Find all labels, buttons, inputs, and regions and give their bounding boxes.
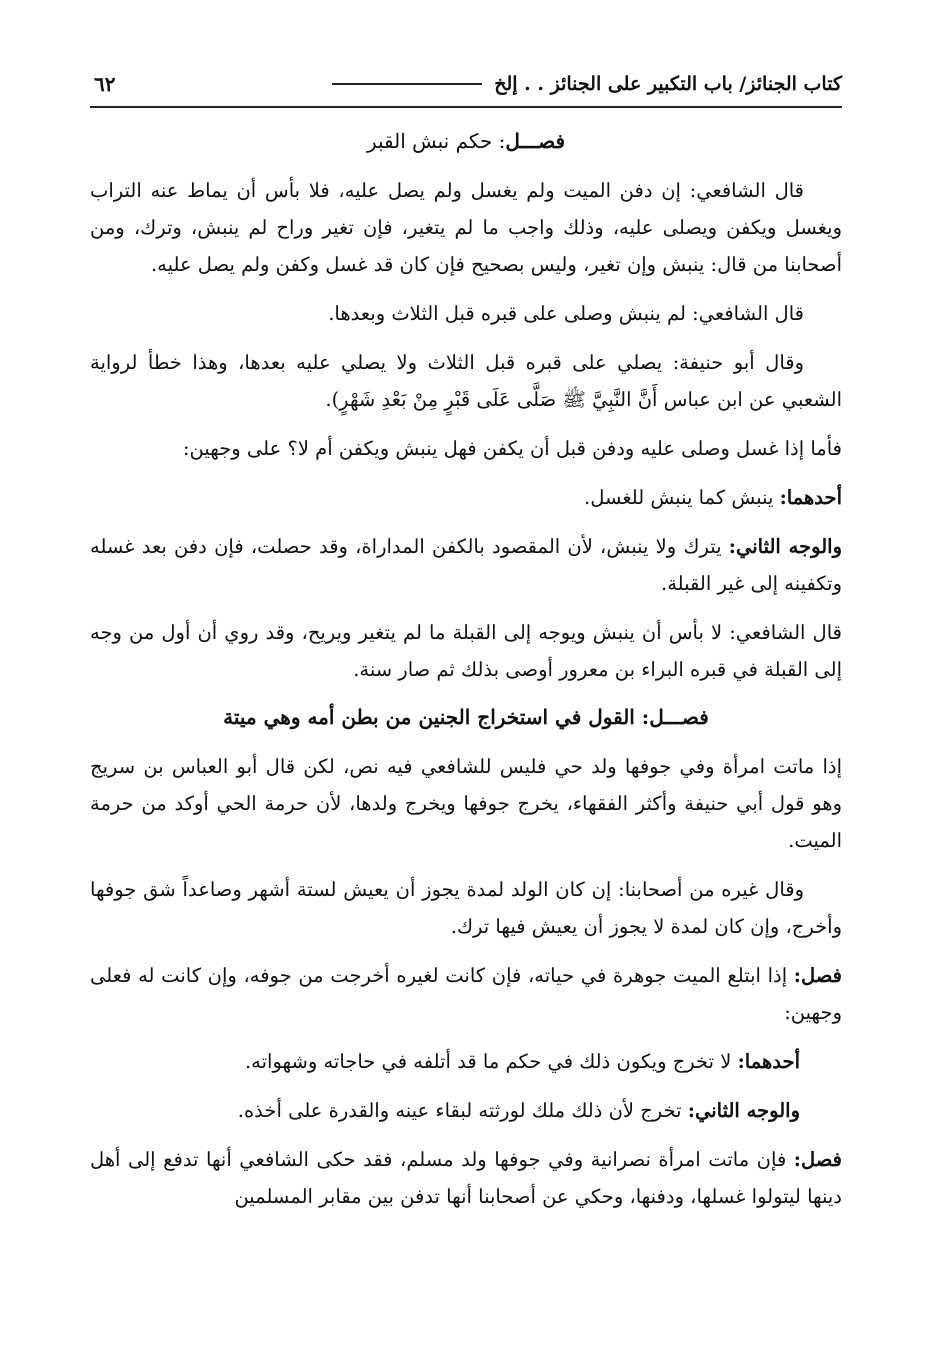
paragraph: وقال أبو حنيفة: يصلي على قبره قبل الثلاث ولا يصلي عليه بعدها، وهذا خطأ لرواية الشعبي عن ابن عباس أَنَّ النَّبِيَّ ﷺ صَلَّى عَلَى قَبْرٍ مِنْ بَعْدِ شَهْرٍ). xyxy=(90,351,842,411)
option-paragraph xyxy=(90,1092,842,1129)
section-label: فصـــل xyxy=(505,129,566,153)
paragraph xyxy=(90,1141,842,1215)
paragraph: قال الشافعي: إن دفن الميت ولم يغسل ولم يصل عليه، فلا بأس أن يماط عنه التراب ويغسل ويكفن ويصلى عليه، وذلك واجب ما لم يتغير، فإن تغير وراح لم ينبش، وترك، ومن أصحابنا من قال: ينبش وإن تغير، وليس بصحيح فإن كان قد غسل وكفن ولم يصل عليه. xyxy=(90,179,842,276)
running-header xyxy=(90,62,842,108)
option-lead: والوجه الثاني: xyxy=(728,535,842,558)
header-rule xyxy=(332,83,482,85)
fasl-lead: فصل: xyxy=(793,1148,842,1171)
option-paragraph xyxy=(90,479,842,516)
option-text: يترك ولا ينبش، لأن المقصود بالكفن المداراة، وقد حصلت، فإن دفن بعد غسله وتكفينه إلى غير القبلة. xyxy=(90,535,842,595)
option-text: تخرج لأن ذلك ملك لورثته لبقاء عينه والقدرة على أخذه. xyxy=(237,1099,688,1122)
paragraph xyxy=(90,957,842,1031)
option-text: لا تخرج ويكون ذلك في حكم ما قد أتلفه في حاجاته وشهواته. xyxy=(244,1050,738,1073)
paragraph xyxy=(90,614,842,688)
section-label: فصـــل xyxy=(649,705,709,729)
option-text: ينبش كما ينبش للغسل. xyxy=(584,486,780,509)
book-title: كتاب الجنائز/ باب التكبير على الجنائز . . إلخ xyxy=(494,73,842,95)
paragraph-text: فأما إذا غسل وصلى عليه ودفن قبل أن يكفن فهل ينبش ويكفن أم لا؟ على وجهين: xyxy=(182,437,842,460)
page-number: ٦٢ xyxy=(94,72,116,96)
book-page xyxy=(90,62,842,1227)
fasl-lead: فصل: xyxy=(793,964,842,987)
option-paragraph xyxy=(90,1043,842,1080)
section-title-exhumation xyxy=(90,124,842,158)
section-title-text: : القول في استخراج الجنين من بطن أمه وهي ميتة xyxy=(223,705,650,729)
option-lead: أحدهما: xyxy=(779,486,842,509)
section-title-fetus xyxy=(90,700,842,734)
paragraph xyxy=(90,430,842,467)
paragraph: إذا ماتت امرأة وفي جوفها ولد حي فليس للشافعي فيه نص، لكن قال أبو العباس بن سريج وهو قول أبي حنيفة وأكثر الفقهاء، يخرج جوفها ويخرج ولدها، لأن حرمة الحي أوكد من حرمة الميت. xyxy=(90,755,842,852)
option-lead: أحدهما: xyxy=(737,1050,800,1073)
paragraph-text: قال الشافعي: لا بأس أن ينبش ويوجه إلى القبلة ما لم يتغير ويريح، وقد روي أن أول من وجه إلى القبلة في قبره البراء بن معرور أوصى بذلك ثم صار سنة. xyxy=(90,621,842,681)
option-lead: والوجه الثاني: xyxy=(687,1099,800,1122)
paragraph-text: فإن ماتت امرأة نصرانية وفي جوفها ولد مسلم، فقد حكى الشافعي أنها تدفع إلى أهل دينها ليتولوا غسلها، ودفنها، وحكي عن أصحابنا أنها تدفن بين مقابر المسلمين xyxy=(90,1148,842,1208)
section-title-text: : حكم نبش القبر xyxy=(366,129,506,153)
paragraph: وقال غيره من أصحابنا: إن كان الولد لمدة يجوز أن يعيش لستة أشهر وصاعداً شق جوفها وأخرج، وإن كان لمدة لا يجوز أن يعيش فيها ترك. xyxy=(90,878,842,938)
option-paragraph xyxy=(90,528,842,602)
paragraph-text: إذا ابتلع الميت جوهرة في حياته، فإن كانت لغيره أخرجت من جوفه، وإن كانت له فعلى وجهين: xyxy=(90,964,842,1024)
paragraph: قال الشافعي: لم ينبش وصلى على قبره قبل الثلاث وبعدها. xyxy=(328,302,804,325)
